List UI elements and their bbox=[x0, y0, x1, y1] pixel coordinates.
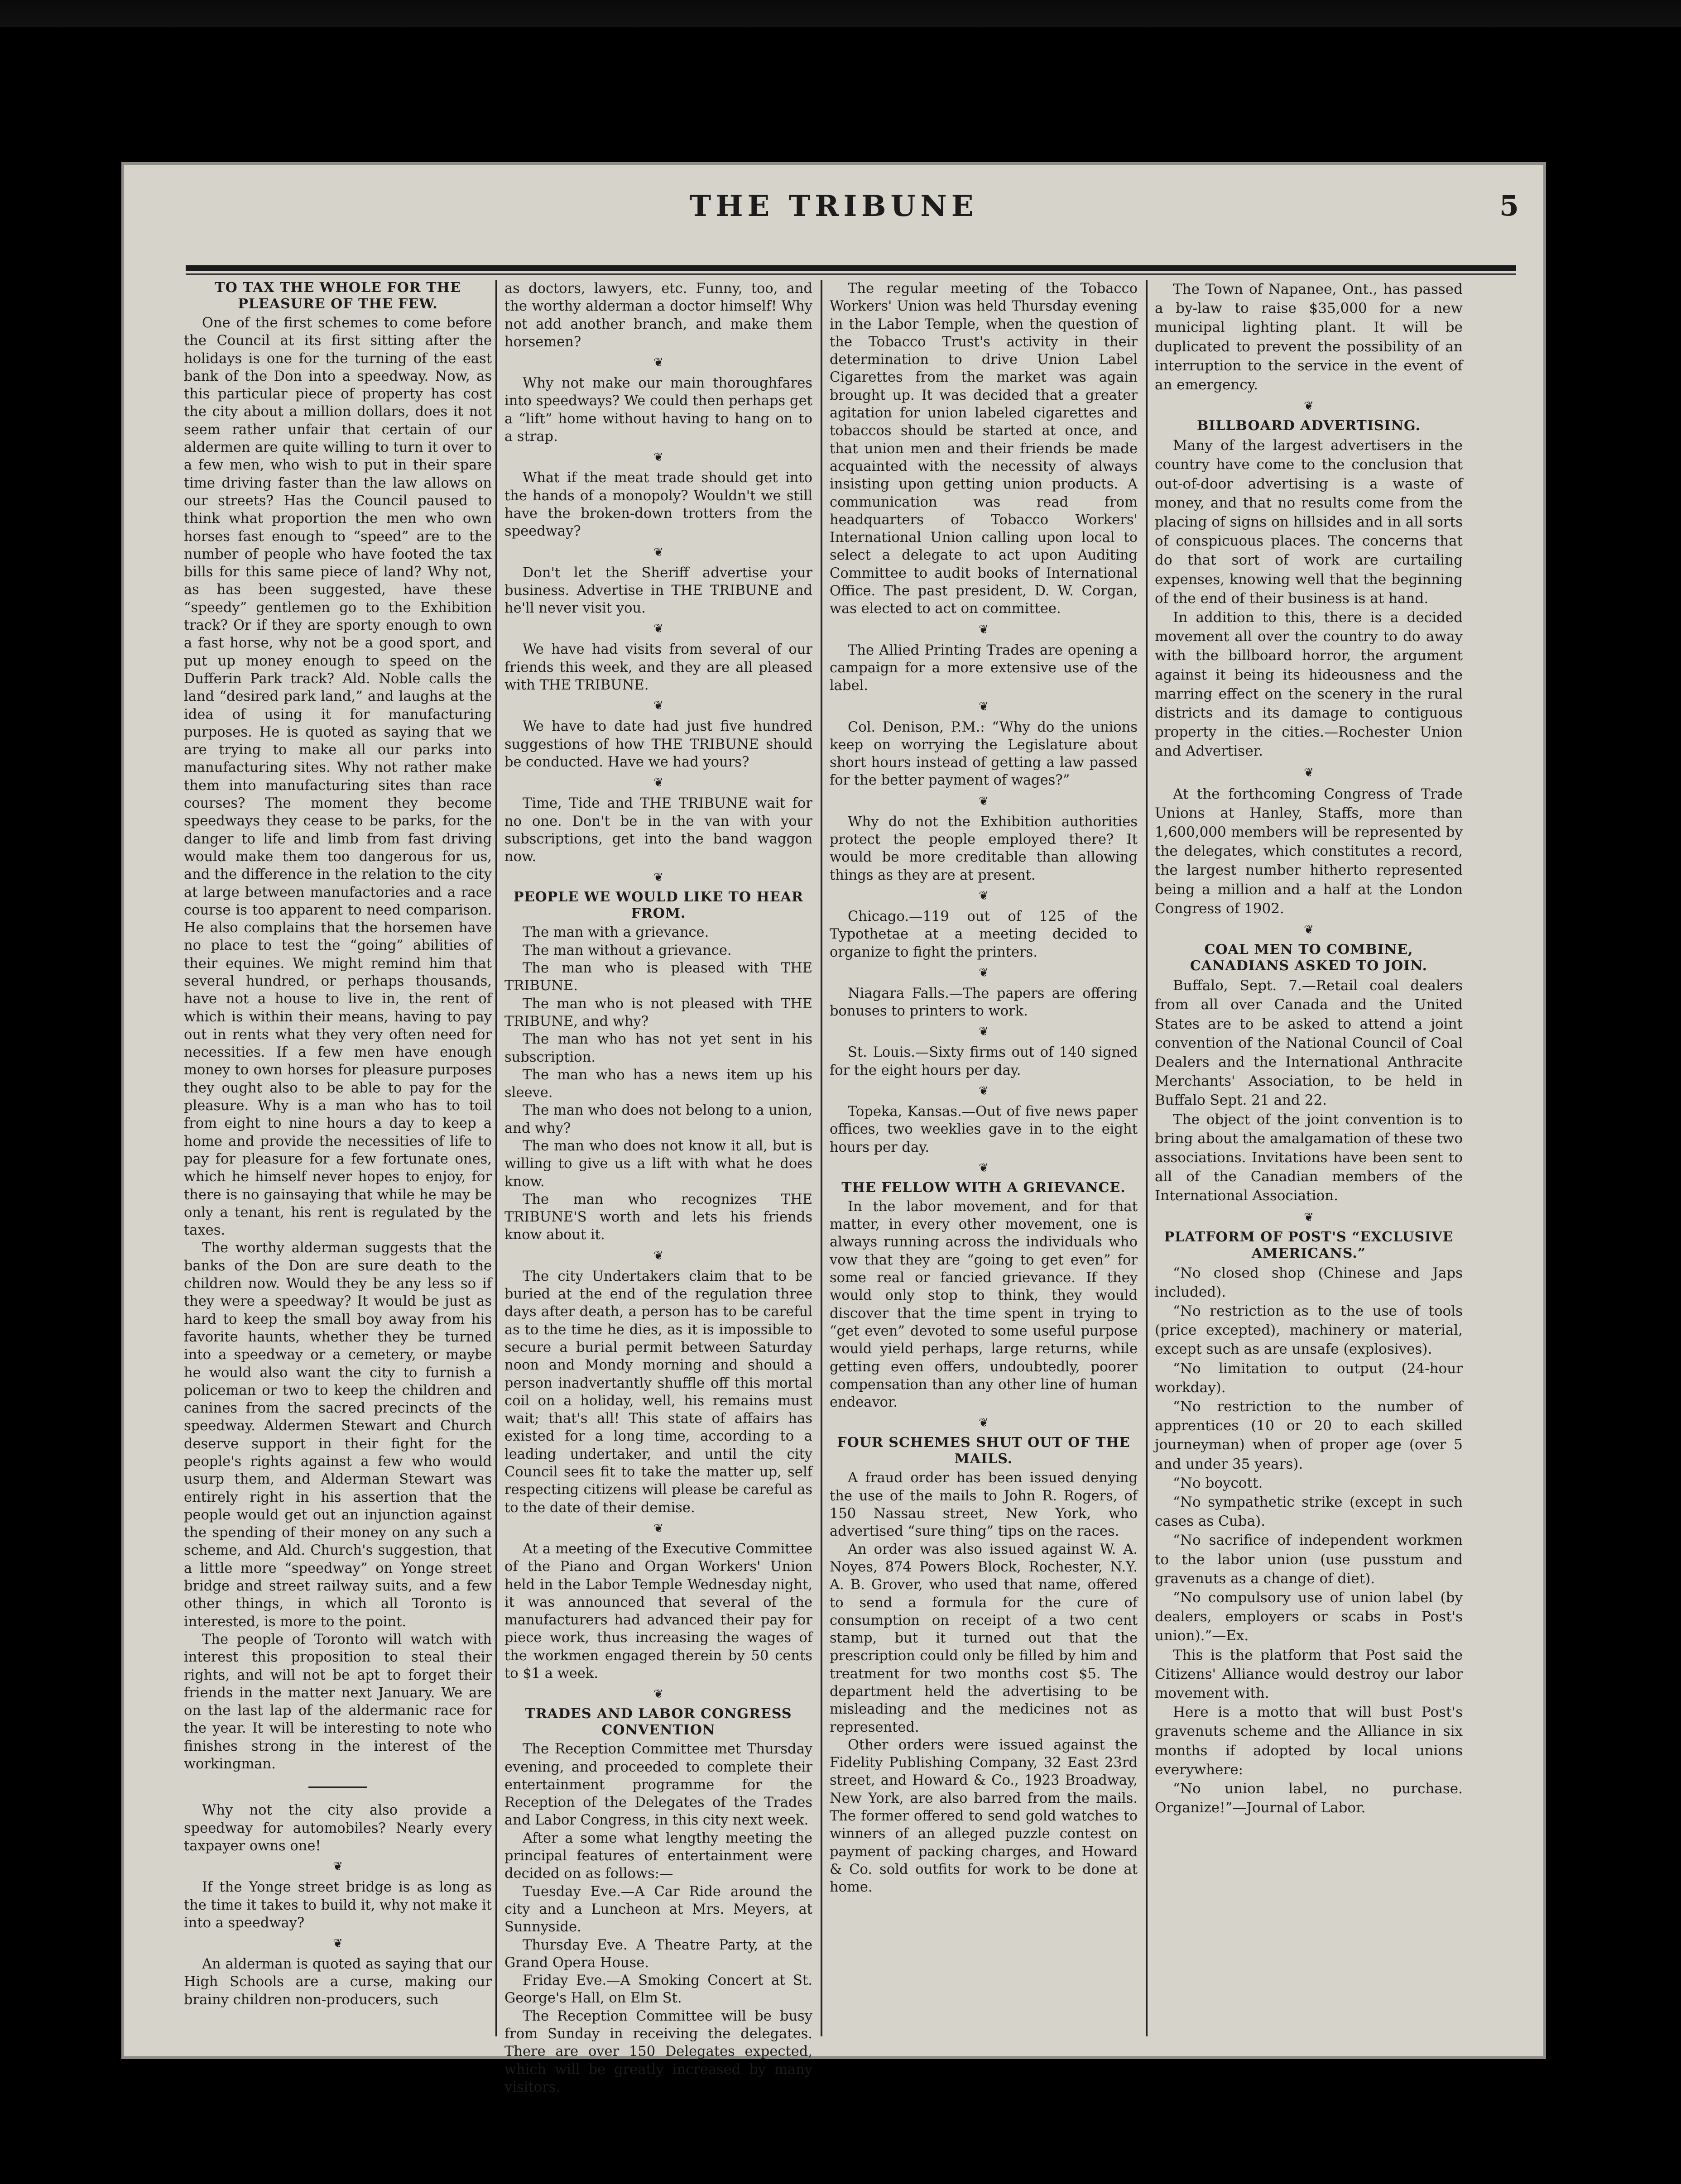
separator-ornament: ❦ bbox=[333, 1937, 343, 1951]
separator-ornament: ❦ bbox=[979, 889, 989, 903]
news-item: Why do not the Exhibition authorities protect the people employed there? It would be more creditable than allowing things as they are at present. bbox=[830, 814, 1138, 883]
article-paragraph: Other orders were issued against the Fidelity Publishing Company, 32 East 23rd street, and Howard & Co., 1923 Broadway, New York, are also barred from the mails. The former offered to send gold watches to winners of an alleged puzzle contest on payment of packing charges, and Howard & Co. sold outfits for work to be done at home. bbox=[830, 1737, 1138, 1896]
news-item: The regular meeting of the Tobacco Workers' Union was held Thursday evening in the Labor Temple, when the question of the Tobacco Trust's activity in their determination to drive Union Label Cigarettes from the market was again brought up. It was decided that a greater agitation for union labeled cigarettes and tobaccos should be started at once, and that union men and their friends be made acquainted with the necessity of always insisting upon getting union products. A communication was read from headquarters of Tobacco Workers' International Union calling upon local to select a delegate to act upon Auditing Committee to audit books of International Office. The past president, D. W. Corgan, was elected to act on committee. bbox=[830, 281, 1138, 617]
news-item: At the forthcoming Congress of Trade Unions at Hanley, Staffs, more than 1,600,000 members will be represented by the delegates, which constitutes a record, the largest number hitherto represented being a million and a half at the London Congress of 1902. bbox=[1155, 785, 1463, 917]
news-item: The city Undertakers claim that to be buried at the end of the regulation three days after death, a person has to be careful as to the time he dies, as it is impossible to secure a burial permit between Saturday noon and Mondy morning and should a person inadvertantly shuffle off this mortal coil on a holiday, well, his remains must wait; that's all! This state of affairs has existed for a long time, according to a leading undertaker, and until the city Council sees fit to take the matter up, self respecting citizens will please be careful as to the date of their demise. bbox=[504, 1268, 812, 1516]
masthead bbox=[121, 189, 1546, 225]
article-paragraph: Thursday Eve. A Theatre Party, at the Grand Opera House. bbox=[504, 1937, 812, 1971]
page-number: 5 bbox=[1499, 189, 1519, 222]
article-paragraph: Here is a motto that will bust Post's gravenuts scheme and the Alliance in six months if adopted by local unions everywhere: bbox=[1155, 1704, 1463, 1778]
article-heading: PEOPLE WE WOULD LIKE TO HEAR FROM. bbox=[514, 889, 803, 922]
article-heading: TRADES AND LABOR CONGRESS CONVENTION bbox=[525, 1706, 792, 1739]
list-item: The man who is pleased with THE TRIBUNE. bbox=[504, 960, 812, 994]
list-item: “No sacrifice of independent workmen to the labor union (use pusstum and gravenuts as a change of diet). bbox=[1155, 1532, 1463, 1587]
list-item: The man who does not belong to a union, and why? bbox=[504, 1102, 812, 1136]
article-paragraph: After a some what lengthy meeting the principal features of entertainment were decided on as follows:— bbox=[504, 1830, 812, 1882]
separator-ornament: ❦ bbox=[653, 545, 663, 559]
news-item: If the Yonge street bridge is as long as the time it takes to build it, why not make it into a speedway? bbox=[184, 1879, 492, 1931]
article-paragraph: The object of the joint convention is to bring about the amalgamation of these two associations. Invitations have been sent to all of the Canadian members of the International Association. bbox=[1155, 1111, 1463, 1204]
article-paragraph: In the labor movement, and for that matter, in every other movement, one is always running across the individuals who vow that they are “going to get even” for some real or fancied grievance. If they would only stop to think, they would discover that the time spent in trying to “get even” devoted to some useful purpose would yield perhaps, large returns, while getting even offers, undoubtedly, poorer compensation than any other line of human endeavor. bbox=[830, 1198, 1138, 1411]
list-item: The man with a grievance. bbox=[523, 924, 709, 941]
masthead-title: THE TRIBUNE bbox=[689, 189, 978, 223]
masthead-rule bbox=[186, 265, 1516, 271]
news-item: We have had visits from several of our friends this week, and they are all pleased with THE TRIBUNE. bbox=[504, 642, 812, 694]
news-item: Chicago.—119 out of 125 of the Typothetae at a meeting decided to organize to fight the printers. bbox=[830, 908, 1138, 960]
news-item: Why not make our main thoroughfares into speedways? We could then perhaps get a “lift” home without having to hang on to a strap. bbox=[504, 375, 812, 445]
article-paragraph: “No union label, no purchase. Organize!”—Journal of Labor. bbox=[1155, 1781, 1463, 1816]
news-item: The Allied Printing Trades are opening a campaign for a more extensive use of the label. bbox=[830, 642, 1138, 694]
masthead-rule-thin bbox=[186, 273, 1516, 275]
article-heading: TO TAX THE WHOLE FOR THE PLEASURE OF THE FEW. bbox=[215, 280, 461, 312]
separator-ornament: ❦ bbox=[1304, 399, 1314, 413]
news-item: At a meeting of the Executive Committee of the Piano and Organ Workers' Union held in the Labor Temple Wednesday night, it was announced that several of the manufacturers had advanced their pay for piece work, thus increasing the wages of the workmen engaged therein by 50 cents to $1 a week. bbox=[504, 1541, 812, 1681]
list-item: “No boycott. bbox=[1173, 1475, 1263, 1491]
list-item: “No limitation to output (24-hour workday). bbox=[1155, 1360, 1463, 1396]
separator-ornament: ❦ bbox=[979, 1161, 989, 1175]
news-item: Topeka, Kansas.—Out of five news paper offices, two weeklies gave in to the eight hours per day. bbox=[830, 1103, 1138, 1155]
article-heading: THE FELLOW WITH A GRIEVANCE. bbox=[841, 1179, 1126, 1196]
column-3 bbox=[830, 280, 1138, 2036]
separator-ornament: ❦ bbox=[653, 776, 663, 790]
column-rule bbox=[495, 280, 497, 2036]
article-paragraph: Friday Eve.—A Smoking Concert at St. George's Hall, on Elm St. bbox=[504, 1973, 812, 2007]
separator-ornament: ❦ bbox=[979, 1416, 989, 1430]
short-rule bbox=[308, 1786, 367, 1788]
article-paragraph: Buffalo, Sept. 7.—Retail coal dealers from all over Canada and the United States are to be asked to attend a joint convention of the National Council of Coal Dealers and the International Anthracite Merchants' Association, to be held in Buffalo Sept. 21 and 22. bbox=[1155, 977, 1463, 1109]
news-item: What if the meat trade should get into the hands of a monopoly? Wouldn't we still have the broken-down trotters from the speedway? bbox=[504, 470, 812, 540]
list-item: The man without a grievance. bbox=[523, 942, 732, 958]
separator-ornament: ❦ bbox=[653, 1687, 663, 1701]
article-heading: COAL MEN TO COMBINE, CANADIANS ASKED TO JOIN. bbox=[1190, 942, 1428, 974]
article-paragraph: The Reception Committee will be busy from Sunday in receiving the delegates. There are over 150 Delegates expected, which will be greatly increased by many visitors. bbox=[504, 2008, 812, 2095]
article-heading: FOUR SCHEMES SHUT OUT OF THE MAILS. bbox=[837, 1435, 1130, 1467]
separator-ornament: ❦ bbox=[653, 871, 663, 885]
separator-ornament: ❦ bbox=[979, 966, 989, 980]
news-item: Col. Denison, P.M.: “Why do the unions keep on worrying the Legislature about short hours instead of getting a law passed for the better payment of wages?” bbox=[830, 719, 1138, 789]
list-item: “No restriction as to the use of tools (price excepted), machinery or material, except such as are unsafe (explosives). bbox=[1155, 1303, 1463, 1358]
article-paragraph: Tuesday Eve.—A Car Ride around the city and a Luncheon at Mrs. Meyers, at Sunnyside. bbox=[504, 1883, 812, 1935]
list-item: The man who is not pleased with THE TRIBUNE, and why? bbox=[504, 996, 812, 1030]
list-item: “No compulsory use of union label (by dealers, employers or scabs in Post's union).”—Ex. bbox=[1155, 1589, 1463, 1644]
newspaper-page bbox=[121, 162, 1546, 2095]
list-item: “No closed shop (Chinese and Japs included). bbox=[1155, 1264, 1463, 1300]
list-item: “No sympathetic strike (except in such cases as Cuba). bbox=[1155, 1494, 1463, 1530]
list-item: “No restriction to the number of apprentices (10 or 20 to each skilled journeyman) when of proper age (over 5 and under 35 years). bbox=[1155, 1398, 1463, 1472]
article-heading: BILLBOARD ADVERTISING. bbox=[1196, 418, 1421, 434]
article-paragraph: An order was also issued against W. A. Noyes, 874 Powers Block, Rochester, N.Y. A. B. Grover, who used that name, offered to send a formula for the cure of consumption on receipt of a two cent stamp, but it turned out that the prescription could only be filled by him and treatment for two months cost $5. The department held the advertising to be misleading and the medicines not as represented. bbox=[830, 1541, 1138, 1735]
list-item: The man who has a news item up his sleeve. bbox=[504, 1067, 812, 1101]
news-item: Niagara Falls.—The papers are offering bonuses to printers to work. bbox=[830, 985, 1138, 1020]
article-paragraph: A fraud order has been issued denying the use of the mails to John R. Rogers, of 150 Nassau street, New York, who advertised “sure thing” tips on the races. bbox=[830, 1470, 1138, 1540]
news-item: Don't let the Sheriff advertise your business. Advertise in THE TRIBUNE and he'll never visit you. bbox=[504, 565, 812, 617]
separator-ornament: ❦ bbox=[653, 1249, 663, 1263]
separator-ornament: ❦ bbox=[653, 622, 663, 636]
article-paragraph: Many of the largest advertisers in the country have come to the conclusion that out-of-door advertising is a waste of money, and that no results come from the placing of signs on hillsides and in all sorts of conspicuous places. The concerns that do that sort of work are curtailing expenses, knowing well that the beginning of the end of their business is at hand. bbox=[1155, 437, 1463, 607]
separator-ornament: ❦ bbox=[1304, 766, 1314, 780]
article-heading: PLATFORM OF POST'S “EXCLUSIVE AMERICANS.” bbox=[1164, 1229, 1454, 1261]
article-paragraph: One of the first schemes to come before the Council at its first sitting after the holidays is one for the turning of the east bank of the Don into a speedway. Now, as this particular piece of property has cost the city about a million dollars, does it not seem rather unfair that certain of our aldermen are quite willing to turn it over to a few men, who wish to put in their spare time driving faster than the law allows on our streets? Has the Council paused to think what proportion the men who own horses fast enough to “speed” are to the number of people who have footed the tax bills for this same piece of land? Why not, as has been suggested, have these “speedy” gentlemen go to the Exhibition track? Or if they are sporty enough to own a fast horse, why not be a good sport, and put up money enough to speed on the Dufferin Park track? Ald. Noble calls the land “desired park land,” and laughs at the idea of using it for manufacturing purposes. He is quoted as saying that we are trying to make all our parks into manufacturing sites. Why not rather make them into manufacturing sites than race courses? The moment they become speedways they cease to be parks, for the danger to life and limb from fast driving would make them too dangerous for us, and the difference in the relation to the city at large between manufactories and a race course is too apparent to need comparison. He also complains that the horsemen have no place to test the “going” abilities of their equines. We might remind him that several hundred, or perhaps thousands, have not a house to live in, the rent of which is within their means, having to pay out in rents what they very often need for necessities. If a few men have enough money to own horses for pleasure purposes they ought also to be able to pay for the pleasure. Why is a man who has to toil from eight to nine hours a day to keep a home and provide the necessities of life to pay for pleasure for a few fortunate ones, which he himself never hopes to enjoy, for there is no gainsaying that while he may be only a tenant, his rent is regulated by the taxes. bbox=[184, 315, 492, 1239]
article-paragraph: The Reception Committee met Thursday evening, and proceeded to complete their entertainment programme for the Reception of the Delegates of the Trades and Labor Congress, in this city next week. bbox=[504, 1741, 812, 1829]
separator-ornament: ❦ bbox=[979, 1084, 989, 1098]
separator-ornament: ❦ bbox=[653, 699, 663, 713]
separator-ornament: ❦ bbox=[979, 1025, 989, 1039]
separator-ornament: ❦ bbox=[979, 623, 989, 637]
separator-ornament: ❦ bbox=[979, 794, 989, 808]
article-paragraph: In addition to this, there is a decided movement all over the country to do away with the billboard horror, the argument against it being its hideousness and the marring effect on the scenery in the rural districts and its damage to contiguous property in the cities.—Rochester Union and Advertiser. bbox=[1155, 609, 1463, 760]
separator-ornament: ❦ bbox=[979, 699, 989, 714]
scan-edge bbox=[0, 0, 1681, 27]
list-item: The man who does not know it all, but is willing to give us a lift with what he does know. bbox=[504, 1138, 812, 1190]
column-4 bbox=[1155, 280, 1463, 2036]
continued-text: as doctors, lawyers, etc. Funny, too, and the worthy alderman a doctor himself! Why not add another branch, and make them horsemen? bbox=[504, 281, 812, 350]
news-item: Time, Tide and THE TRIBUNE wait for no one. Don't be in the van with your subscriptions, get into the band waggon now. bbox=[504, 795, 812, 865]
column-rule bbox=[1146, 280, 1148, 2036]
column-1 bbox=[184, 280, 492, 2036]
separator-ornament: ❦ bbox=[653, 356, 663, 370]
article-paragraph: The people of Toronto will watch with interest this proposition to steal their rights, and will not be apt to forget their friends in the matter next January. We are on the last lap of the aldermanic race for the year. It will be interesting to note who finishes strong in the interest of the workingman. bbox=[184, 1631, 492, 1772]
column-2 bbox=[504, 280, 812, 2095]
news-item: We have to date had just five hundred suggestions of how THE TRIBUNE should be conducted. Have we had yours? bbox=[504, 718, 812, 770]
list-item: The man who recognizes THE TRIBUNE'S worth and lets his friends know about it. bbox=[504, 1191, 812, 1243]
list-item: The man who has not yet sent in his subscription. bbox=[504, 1031, 812, 1065]
separator-ornament: ❦ bbox=[653, 450, 663, 465]
news-item: St. Louis.—Sixty firms out of 140 signed for the eight hours per day. bbox=[830, 1044, 1138, 1078]
separator-ornament: ❦ bbox=[653, 1521, 663, 1535]
news-item: An alderman is quoted as saying that our High Schools are a curse, making our brainy children non-producers, such bbox=[184, 1956, 492, 2008]
separator-ornament: ❦ bbox=[1304, 923, 1314, 937]
separator-ornament: ❦ bbox=[333, 1860, 343, 1874]
separator-ornament: ❦ bbox=[1304, 1210, 1314, 1224]
news-item: The Town of Napanee, Ont., has passed a by-law to raise $35,000 for a new municipal lighting plant. It will be duplicated to prevent the possibility of an interruption to the service in the event of an emergency. bbox=[1155, 281, 1463, 393]
column-rule bbox=[821, 280, 822, 2036]
article-paragraph: The worthy alderman suggests that the banks of the Don are sure death to the children now. Would they be any less so if they were a speedway? It would be just as hard to keep the small boy away from his favorite haunts, whether they be turned into a speedway or a cemetery, or maybe he would also want the city to furnish a policeman or two to keep the children and canines from the sacred precincts of the speedway. Aldermen Stewart and Church deserve support in their fight for the people's rights against a few who would usurp them, and Alderman Stewart was entirely right in his assertion that the people would get out an injunction against the spending of their money on any such a scheme, and Ald. Church's suggestion, that a little more “speedway” on Yonge street bridge and street railway suits, and a few other things, in which all Toronto is interested, is more to the point. bbox=[184, 1240, 492, 1630]
news-item: Why not the city also provide a speedway for automobiles? Nearly every taxpayer owns one! bbox=[184, 1802, 492, 1854]
article-paragraph: This is the platform that Post said the Citizens' Alliance would destroy our labor movement with. bbox=[1155, 1647, 1463, 1701]
